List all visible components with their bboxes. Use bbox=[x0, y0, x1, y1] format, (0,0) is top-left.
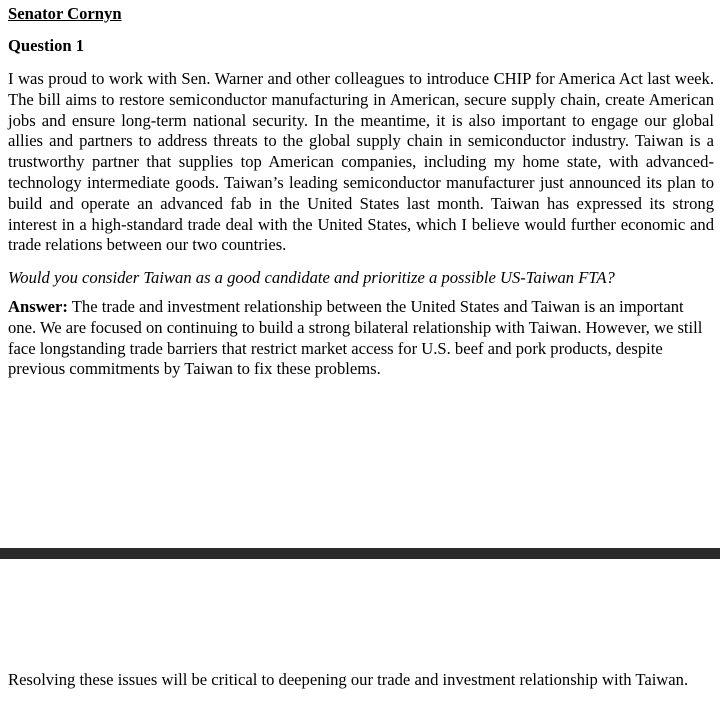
page-break-bar bbox=[0, 548, 720, 559]
question-heading: Question 1 bbox=[8, 36, 85, 55]
answer-paragraph bbox=[8, 297, 714, 380]
senator-heading: Senator Cornyn bbox=[8, 4, 122, 23]
continuation-text: Resolving these issues will be critical to deepening our trade and investment relationship with Taiwan. bbox=[8, 670, 689, 689]
answer-label: Answer: bbox=[8, 296, 68, 316]
question-prompt: Would you consider Taiwan as a good candidate and prioritize a possible US-Taiwan FTA? bbox=[8, 268, 615, 288]
answer-text: The trade and investment relationship between the United States and Taiwan is an important one. We are focused on continuing to build a strong bilateral relationship with Taiwan. However, we still face longstanding trade barriers that restrict market access for U.S. beef and pork products, despite previous commitments by Taiwan to fix these problems. bbox=[8, 296, 703, 379]
continuation-content bbox=[8, 670, 714, 691]
page-bottom bbox=[0, 559, 720, 725]
question-body: I was proud to work with Sen. Warner and other colleagues to introduce CHIP for America Act last week. The bill aims to restore semiconductor manufacturing in American, secure supply chain, create American jobs and ensure long-term national security. In the meantime, it is also important to engage our global allies and partners to address threats to the global supply chain in semiconductor industry. Taiwan is a trustworthy partner that supplies top American companies, including my home state, with advanced-technology intermediate goods. Taiwan’s leading semiconductor manufacturer just announced its plan to build and operate an advanced fab in the United States last month. Taiwan has expressed its strong interest in a high-standard trade deal with the United States, which I believe would further economic and trade relations between our two countries. bbox=[8, 69, 714, 255]
document-content bbox=[8, 4, 714, 380]
